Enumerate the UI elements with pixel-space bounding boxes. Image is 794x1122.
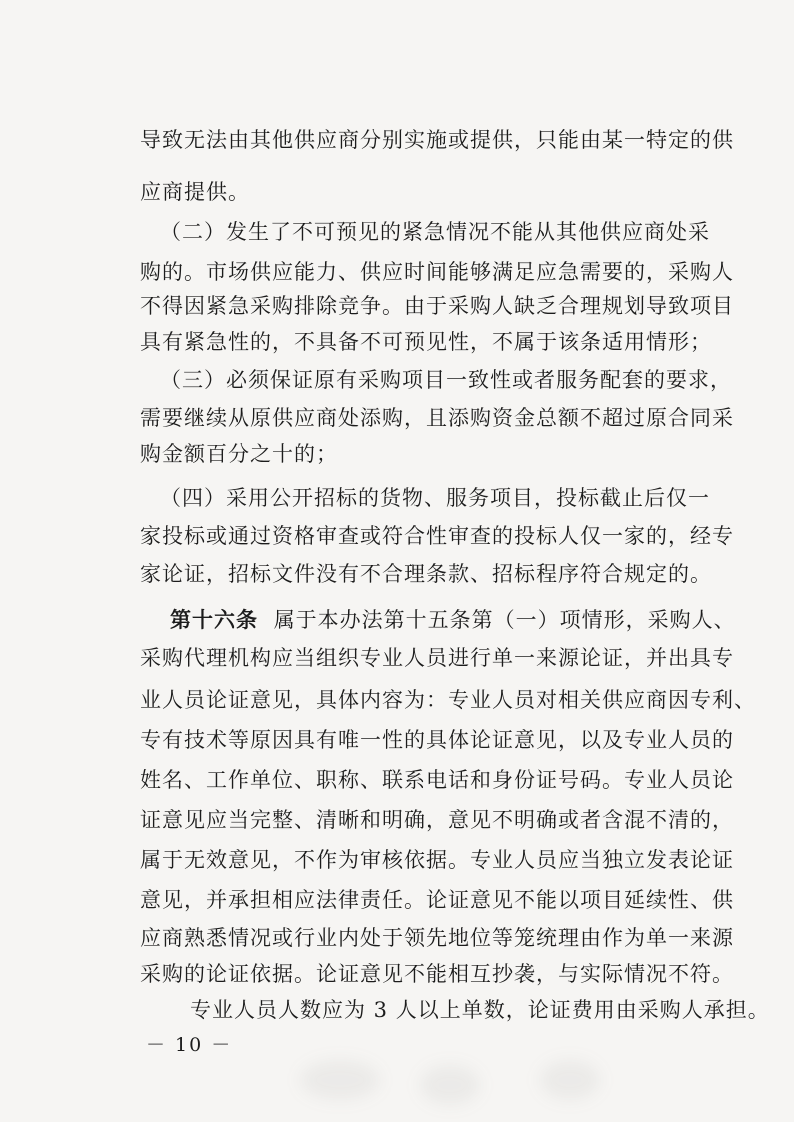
paragraph-6-line-1: 专业人员人数应为 3 人以上单数，论证费用由采购人承担。 [190, 998, 770, 1022]
paragraph-1-line-2: 应商提供。 [140, 180, 250, 204]
paragraph-3-line-3: 购金额百分之十的； [140, 442, 338, 466]
paragraph-5-line-8: 意见，并承担相应法律责任。论证意见不能以项目延续性、供 [140, 888, 734, 912]
paragraph-5-line-1: 第十六条 属于本办法第十五条第（一）项情形，采购人、 [0, 606, 794, 634]
scan-smudge [420, 1065, 480, 1105]
article-label: 第十六条 [170, 607, 258, 632]
paragraph-5-line-9: 应商熟悉情况或行业内处于领先地位等笼统理由作为单一来源 [140, 926, 734, 950]
paragraph-5-line-3: 业人员论证意见，具体内容为：专业人员对相关供应商因专利、 [140, 688, 756, 712]
paragraph-5-line-5: 姓名、工作单位、职称、联系电话和身份证号码。专业人员论 [140, 768, 734, 792]
paragraph-5-line-7: 属于无效意见，不作为审核依据。专业人员应当独立发表论证 [140, 848, 734, 872]
paragraph-1-line-1: 导致无法由其他供应商分别实施或提供，只能由某一特定的供 [140, 128, 734, 152]
paragraph-5-line-10: 采购的论证依据。论证意见不能相互抄袭，与实际情况不符。 [140, 962, 734, 986]
scan-smudge [540, 1060, 600, 1100]
page-number: － 10 － [146, 1034, 233, 1056]
scan-smudge [300, 1060, 380, 1100]
paragraph-3-line-2: 需要继续从原供应商处添购，且添购资金总额不超过原合同采 [140, 406, 734, 430]
paragraph-4-line-1: （四）采用公开招标的货物、服务项目，投标截止后仅一 [160, 486, 710, 510]
paragraph-4-line-3: 家论证，招标文件没有不合理条款、招标程序符合规定的。 [140, 562, 712, 586]
paragraph-5-line-4: 专有技术等原因具有唯一性的具体论证意见，以及专业人员的 [140, 728, 734, 752]
paragraph-2-line-3: 不得因紧急采购排除竞争。由于采购人缺乏合理规划导致项目 [140, 294, 734, 318]
paragraph-4-line-2: 家投标或通过资格审查或符合性审查的投标人仅一家的，经专 [140, 524, 734, 548]
paragraph-2-line-2: 购的。市场供应能力、供应时间能够满足应急需要的，采购人 [140, 260, 734, 284]
paragraph-3-line-1: （三）必须保证原有采购项目一致性或者服务配套的要求， [160, 368, 732, 392]
paragraph-2-line-4: 具有紧急性的，不具备不可预见性，不属于该条适用情形； [140, 330, 712, 354]
paragraph-5-line-6: 证意见应当完整、清晰和明确，意见不明确或者含混不清的， [140, 808, 734, 832]
paragraph-2-line-1: （二）发生了不可预见的紧急情况不能从其他供应商处采 [160, 220, 710, 244]
paragraph-5-line-2: 采购代理机构应当组织专业人员进行单一来源论证，并出具专 [140, 646, 734, 670]
